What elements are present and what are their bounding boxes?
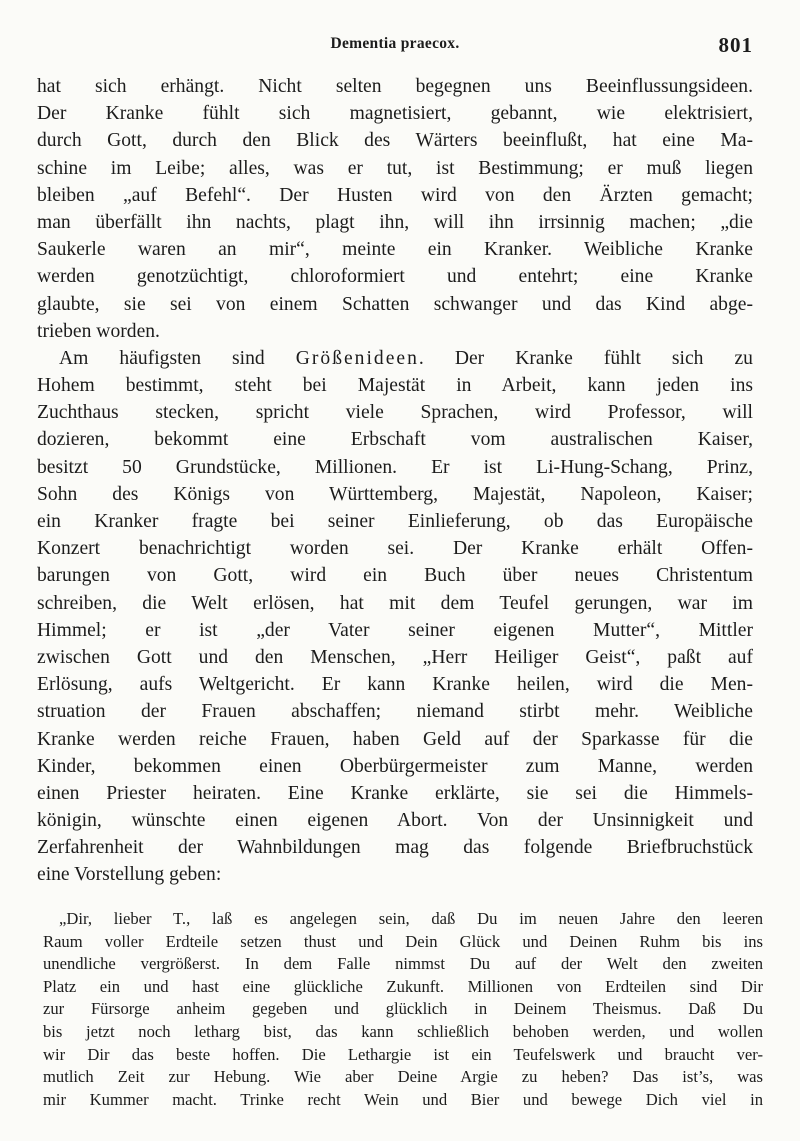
text-line: man überfällt ihn nachts, plagt ihn, will ihn irrsinnig machen; „die <box>37 211 753 233</box>
letter-line: zur Fürsorge anheim gegeben und glücklich in Deinem Theismus. Daß Du <box>43 999 763 1019</box>
text-line: Kinder, bekommen einen Oberbürgermeister zum Manne, werden <box>37 755 753 777</box>
text-line: struation der Frauen abschaffen; niemand stirbt mehr. Weibliche <box>37 701 753 723</box>
text-line: bleiben „auf Befehl“. Der Husten wird von den Ärzten gemacht; <box>37 184 753 206</box>
letter-line: Raum voller Erdteile setzen thust und Dein Glück und Deinen Ruhm bis ins <box>43 931 763 951</box>
text-line: einen Priester heiraten. Eine Kranke erklärte, sie sei die Himmels- <box>37 782 753 804</box>
text-line: glaubte, sie sei von einem Schatten schwanger und das Kind abge- <box>37 293 753 315</box>
text-line: Saukerle waren an mir“, meinte ein Kranker. Weibliche Kranke <box>37 239 753 261</box>
letter-line: mutlich Zeit zur Hebung. Wie aber Deine Argie zu heben? Das ist’s, was <box>43 1067 763 1087</box>
letter-line: mir Kummer macht. Trinke recht Wein und Bier und bewege Dich viel in <box>43 1089 763 1109</box>
page-number: 801 <box>718 33 753 57</box>
text-line: schine im Leibe; alles, was er tut, ist Bestimmung; er muß liegen <box>37 157 753 179</box>
letter-excerpt <box>43 908 763 1111</box>
paragraph-first-line <box>37 345 753 372</box>
body-text <box>37 73 753 889</box>
text-line: Erlösung, aufs Weltgericht. Er kann Kranke heilen, wird die Men- <box>37 674 753 696</box>
text-line: königin, wünschte einen eigenen Abort. Von der Unsinnigkeit und <box>37 810 753 832</box>
text-line: schreiben, die Welt erlösen, hat mit dem Teufel gerungen, war im <box>37 592 753 614</box>
letter-line: Platz ein und hast eine glückliche Zukunft. Millionen von Erdteilen sind Dir <box>43 976 763 996</box>
letter-line: unendliche vergrößerst. In dem Falle nimmst Du auf der Welt den zweiten <box>43 954 763 974</box>
text-line: Hohem bestimmt, steht bei Majestät in Arbeit, kann jeden ins <box>37 375 753 397</box>
running-title: Dementia praecox. <box>330 35 460 52</box>
text-line: trieben worden. <box>37 320 160 342</box>
text-line: hat sich erhängt. Nicht selten begegnen uns Beeinflussungsideen. <box>37 76 753 97</box>
letter-line: bis jetzt noch letharg bist, das kann schließlich behoben werden, und wollen <box>43 1021 763 1041</box>
emphasized-term: Größenideen <box>295 347 419 369</box>
text-line: barungen von Gott, wird ein Buch über neues Christentum <box>37 565 753 587</box>
text-line: Zerfahrenheit der Wahnbildungen mag das folgende Briefbruchstück <box>37 837 753 859</box>
text-line: besitzt 50 Grundstücke, Millionen. Er ist Li-Hung-Schang, Prinz, <box>37 456 753 478</box>
running-head <box>37 33 753 55</box>
text-line: ein Kranker fragte bei seiner Einlieferung, ob das Europäische <box>37 511 753 532</box>
letter-line: wir Dir das beste hoffen. Die Lethargie ist ein Teufelswerk und braucht ver- <box>43 1044 763 1064</box>
text-span: Am häufigsten sind <box>59 347 296 369</box>
text-line: Konzert benachrichtigt worden sei. Der Kranke erhält Offen- <box>37 538 753 560</box>
text-span: . Der Kranke fühlt sich zu <box>418 347 753 369</box>
text-line: Kranke werden reiche Frauen, haben Geld auf der Sparkasse für die <box>37 728 753 750</box>
text-line: Der Kranke fühlt sich magnetisiert, gebannt, wie elektrisiert, <box>37 103 753 125</box>
text-line: durch Gott, durch den Blick des Wärters beeinflußt, hat eine Ma- <box>37 130 753 152</box>
text-line: werden genotzüchtigt, chloroformiert und entehrt; eine Kranke <box>37 266 753 288</box>
text-line: dozieren, bekommt eine Erbschaft vom australischen Kaiser, <box>37 429 753 451</box>
text-line: Zuchthaus stecken, spricht viele Sprachen, wird Professor, will <box>37 402 753 424</box>
text-line: eine Vorstellung geben: <box>37 864 222 886</box>
letter-line: „Dir, lieber T., laß es angelegen sein, daß Du im neuen Jahre den leeren <box>59 909 763 928</box>
text-line: Himmel; er ist „der Vater seiner eigenen Mutter“, Mittler <box>37 619 753 641</box>
text-line: zwischen Gott und den Menschen, „Herr Heiliger Geist“, paßt auf <box>37 646 753 668</box>
text-line: Sohn des Königs von Württemberg, Majestät, Napoleon, Kaiser; <box>37 483 753 505</box>
